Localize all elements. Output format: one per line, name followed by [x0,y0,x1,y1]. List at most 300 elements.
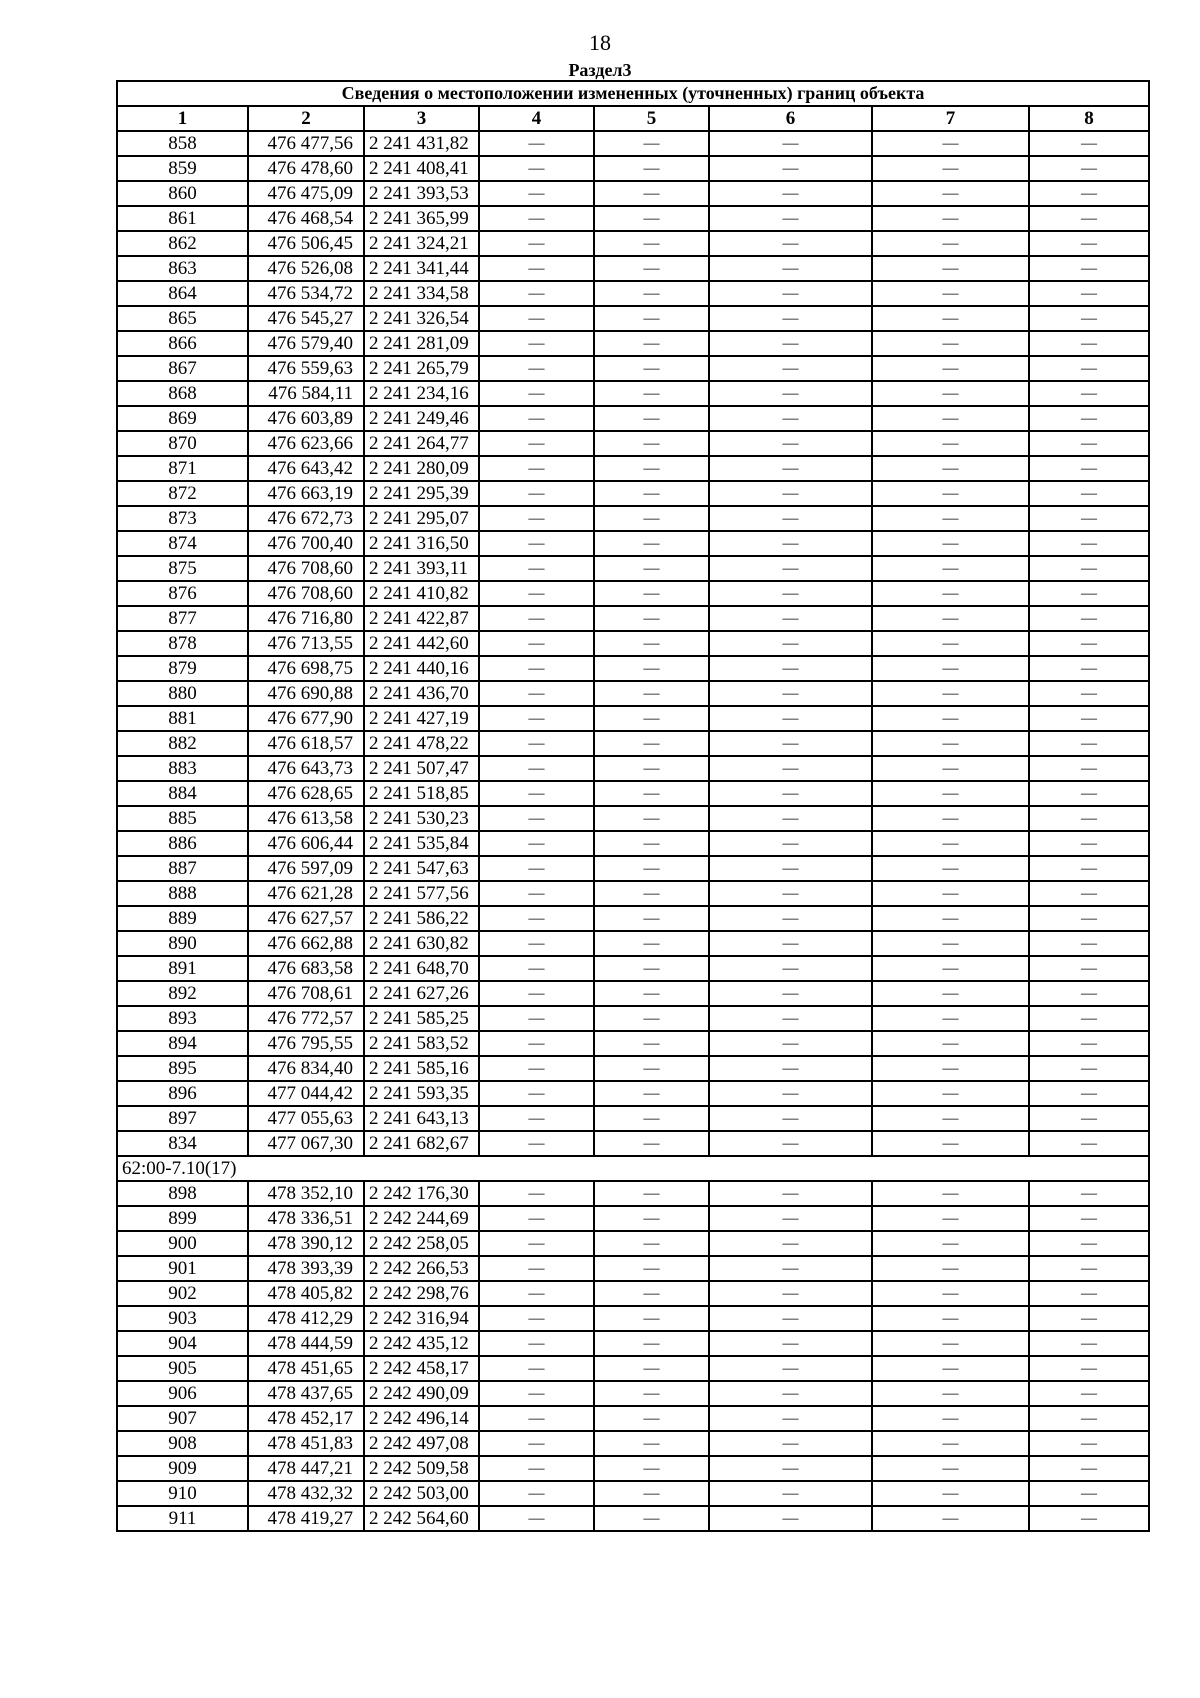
empty-value-cell-col8: — [1029,781,1149,806]
empty-value-cell-col8: — [1029,506,1149,531]
x-coordinate-cell: 478 405,82 [248,1281,364,1306]
y-coordinate-cell: 2 241 436,70 [364,681,479,706]
empty-value-cell-col4: — [479,331,594,356]
y-coordinate-cell: 2 241 518,85 [364,781,479,806]
x-coordinate-cell: 476 506,45 [248,231,364,256]
x-coordinate-cell: 476 708,61 [248,981,364,1006]
empty-value-cell-col7: — [872,1256,1029,1281]
table-row [117,181,1149,206]
x-coordinate-cell: 476 621,28 [248,881,364,906]
empty-value-cell-col4: — [479,956,594,981]
empty-value-cell-col5: — [594,506,709,531]
group2-header [117,1156,1149,1181]
empty-value-cell-col7: — [872,781,1029,806]
table-row [117,556,1149,581]
empty-value-cell-col8: — [1029,656,1149,681]
empty-value-cell-col5: — [594,906,709,931]
empty-value-cell-col6: — [709,456,872,481]
y-coordinate-cell: 2 241 264,77 [364,431,479,456]
empty-value-cell-col8: — [1029,156,1149,181]
y-coordinate-cell: 2 241 280,09 [364,456,479,481]
empty-value-cell-col5: — [594,1381,709,1406]
x-coordinate-cell: 478 451,83 [248,1431,364,1456]
table-row [117,1106,1149,1131]
empty-value-cell-col6: — [709,1231,872,1256]
table-row [117,656,1149,681]
empty-value-cell-col8: — [1029,481,1149,506]
table-row [117,1206,1149,1231]
empty-value-cell-col5: — [594,1431,709,1456]
y-coordinate-cell: 2 241 334,58 [364,281,479,306]
y-coordinate-cell: 2 241 408,41 [364,156,479,181]
table-row [117,1406,1149,1431]
point-number-cell: 861 [117,206,248,231]
empty-value-cell-col6: — [709,1306,872,1331]
y-coordinate-cell: 2 241 281,09 [364,331,479,356]
empty-value-cell-col7: — [872,1406,1029,1431]
point-number-cell: 860 [117,181,248,206]
table-row [117,231,1149,256]
point-number-cell: 883 [117,756,248,781]
boundary-coordinates-table [116,80,1150,1532]
y-coordinate-cell: 2 242 490,09 [364,1381,479,1406]
empty-value-cell-col7: — [872,231,1029,256]
empty-value-cell-col6: — [709,606,872,631]
empty-value-cell-col7: — [872,556,1029,581]
y-coordinate-cell: 2 241 507,47 [364,756,479,781]
empty-value-cell-col8: — [1029,1031,1149,1056]
table-row [117,1506,1149,1531]
empty-value-cell-col8: — [1029,306,1149,331]
empty-value-cell-col5: — [594,856,709,881]
table-row [117,1081,1149,1106]
y-coordinate-cell: 2 241 643,13 [364,1106,479,1131]
point-number-cell: 891 [117,956,248,981]
y-coordinate-cell: 2 241 341,44 [364,256,479,281]
column-header-8: 8 [1029,106,1149,131]
empty-value-cell-col5: — [594,181,709,206]
empty-value-cell-col7: — [872,456,1029,481]
table-row [117,931,1149,956]
table-row [117,731,1149,756]
table-row [117,206,1149,231]
empty-value-cell-col5: — [594,231,709,256]
empty-value-cell-col4: — [479,731,594,756]
point-number-cell: 888 [117,881,248,906]
table-row [117,381,1149,406]
x-coordinate-cell: 476 477,56 [248,131,364,156]
y-coordinate-cell: 2 242 176,30 [364,1181,479,1206]
point-number-cell: 872 [117,481,248,506]
x-coordinate-cell: 476 677,90 [248,706,364,731]
empty-value-cell-col7: — [872,481,1029,506]
empty-value-cell-col8: — [1029,1006,1149,1031]
empty-value-cell-col5: — [594,1131,709,1156]
empty-value-cell-col7: — [872,606,1029,631]
empty-value-cell-col6: — [709,1506,872,1531]
empty-value-cell-col6: — [709,406,872,431]
point-number-cell: 869 [117,406,248,431]
empty-value-cell-col6: — [709,781,872,806]
y-coordinate-cell: 2 241 393,53 [364,181,479,206]
empty-value-cell-col7: — [872,1431,1029,1456]
empty-value-cell-col5: — [594,1331,709,1356]
empty-value-cell-col6: — [709,181,872,206]
empty-value-cell-col4: — [479,1381,594,1406]
empty-value-cell-col4: — [479,806,594,831]
point-number-cell: 834 [117,1131,248,1156]
empty-value-cell-col5: — [594,1106,709,1131]
empty-value-cell-col8: — [1029,706,1149,731]
table-row [117,306,1149,331]
empty-value-cell-col6: — [709,281,872,306]
empty-value-cell-col5: — [594,206,709,231]
table-row [117,431,1149,456]
empty-value-cell-col5: — [594,331,709,356]
empty-value-cell-col8: — [1029,406,1149,431]
column-header-4: 4 [479,106,594,131]
empty-value-cell-col8: — [1029,681,1149,706]
empty-value-cell-col6: — [709,831,872,856]
empty-value-cell-col4: — [479,1331,594,1356]
point-number-cell: 885 [117,806,248,831]
empty-value-cell-col5: — [594,706,709,731]
table-row [117,1256,1149,1281]
table-row [117,756,1149,781]
y-coordinate-cell: 2 241 410,82 [364,581,479,606]
point-number-cell: 864 [117,281,248,306]
x-coordinate-cell: 478 412,29 [248,1306,364,1331]
empty-value-cell-col7: — [872,806,1029,831]
point-number-cell: 893 [117,1006,248,1031]
empty-value-cell-col4: — [479,556,594,581]
point-number-cell: 874 [117,531,248,556]
point-number-cell: 892 [117,981,248,1006]
empty-value-cell-col4: — [479,1406,594,1431]
empty-value-cell-col8: — [1029,1106,1149,1131]
point-number-cell: 863 [117,256,248,281]
empty-value-cell-col8: — [1029,181,1149,206]
x-coordinate-cell: 478 336,51 [248,1206,364,1231]
point-number-cell: 911 [117,1506,248,1531]
empty-value-cell-col7: — [872,356,1029,381]
column-header-1: 1 [117,106,248,131]
x-coordinate-cell: 476 606,44 [248,831,364,856]
point-number-cell: 870 [117,431,248,456]
empty-value-cell-col8: — [1029,906,1149,931]
table-row [117,1231,1149,1256]
y-coordinate-cell: 2 241 547,63 [364,856,479,881]
empty-value-cell-col5: — [594,1181,709,1206]
empty-value-cell-col4: — [479,131,594,156]
empty-value-cell-col8: — [1029,1231,1149,1256]
x-coordinate-cell: 476 603,89 [248,406,364,431]
empty-value-cell-col8: — [1029,731,1149,756]
table-row [117,1306,1149,1331]
x-coordinate-cell: 476 623,66 [248,431,364,456]
point-number-cell: 910 [117,1481,248,1506]
empty-value-cell-col5: — [594,356,709,381]
table-row [117,406,1149,431]
x-coordinate-cell: 476 690,88 [248,681,364,706]
x-coordinate-cell: 476 584,11 [248,381,364,406]
empty-value-cell-col4: — [479,581,594,606]
empty-value-cell-col7: — [872,681,1029,706]
page-number: 18 [589,30,611,55]
x-coordinate-cell: 476 713,55 [248,631,364,656]
empty-value-cell-col7: — [872,1306,1029,1331]
empty-value-cell-col6: — [709,1481,872,1506]
y-coordinate-cell: 2 242 564,60 [364,1506,479,1531]
empty-value-cell-col8: — [1029,206,1149,231]
x-coordinate-cell: 476 618,57 [248,731,364,756]
table-row [117,481,1149,506]
empty-value-cell-col4: — [479,481,594,506]
empty-value-cell-col5: — [594,1306,709,1331]
column-header-row [117,106,1149,131]
empty-value-cell-col6: — [709,356,872,381]
empty-value-cell-col6: — [709,1406,872,1431]
column-header-7: 7 [872,106,1029,131]
empty-value-cell-col8: — [1029,756,1149,781]
table-row [117,806,1149,831]
x-coordinate-cell: 476 716,80 [248,606,364,631]
empty-value-cell-col7: — [872,156,1029,181]
point-number-cell: 909 [117,1456,248,1481]
x-coordinate-cell: 476 579,40 [248,331,364,356]
empty-value-cell-col5: — [594,481,709,506]
empty-value-cell-col7: — [872,931,1029,956]
empty-value-cell-col8: — [1029,1331,1149,1356]
empty-value-cell-col7: — [872,956,1029,981]
point-number-cell: 895 [117,1056,248,1081]
empty-value-cell-col5: — [594,306,709,331]
point-number-cell: 890 [117,931,248,956]
empty-value-cell-col4: — [479,181,594,206]
x-coordinate-cell: 476 627,57 [248,906,364,931]
empty-value-cell-col6: — [709,206,872,231]
empty-value-cell-col4: — [479,856,594,881]
empty-value-cell-col5: — [594,1206,709,1231]
empty-value-cell-col5: — [594,1456,709,1481]
empty-value-cell-col6: — [709,681,872,706]
point-number-cell: 862 [117,231,248,256]
empty-value-cell-col6: — [709,556,872,581]
y-coordinate-cell: 2 241 682,67 [364,1131,479,1156]
empty-value-cell-col7: — [872,1081,1029,1106]
x-coordinate-cell: 477 067,30 [248,1131,364,1156]
x-coordinate-cell: 476 526,08 [248,256,364,281]
table-caption: Сведения о местоположении измененных (уточненных) границ объекта [117,81,1149,106]
table-row [117,856,1149,881]
empty-value-cell-col4: — [479,1456,594,1481]
table-row [117,1331,1149,1356]
group2-rows [117,1181,1149,1531]
point-number-cell: 878 [117,631,248,656]
empty-value-cell-col8: — [1029,931,1149,956]
empty-value-cell-col6: — [709,481,872,506]
empty-value-cell-col8: — [1029,1281,1149,1306]
empty-value-cell-col5: — [594,256,709,281]
point-number-cell: 906 [117,1381,248,1406]
y-coordinate-cell: 2 242 258,05 [364,1231,479,1256]
empty-value-cell-col6: — [709,881,872,906]
empty-value-cell-col5: — [594,581,709,606]
empty-value-cell-col6: — [709,1181,872,1206]
table-row [117,1056,1149,1081]
empty-value-cell-col6: — [709,156,872,181]
empty-value-cell-col8: — [1029,1381,1149,1406]
empty-value-cell-col8: — [1029,431,1149,456]
y-coordinate-cell: 2 241 427,19 [364,706,479,731]
empty-value-cell-col6: — [709,1256,872,1281]
empty-value-cell-col5: — [594,556,709,581]
y-coordinate-cell: 2 241 648,70 [364,956,479,981]
point-number-cell: 858 [117,131,248,156]
empty-value-cell-col6: — [709,131,872,156]
point-number-cell: 900 [117,1231,248,1256]
group1-rows [117,131,1149,1156]
x-coordinate-cell: 476 597,09 [248,856,364,881]
x-coordinate-cell: 476 475,09 [248,181,364,206]
empty-value-cell-col7: — [872,1506,1029,1531]
empty-value-cell-col7: — [872,1181,1029,1206]
empty-value-cell-col4: — [479,881,594,906]
empty-value-cell-col7: — [872,631,1029,656]
empty-value-cell-col7: — [872,581,1029,606]
empty-value-cell-col4: — [479,656,594,681]
x-coordinate-cell: 478 390,12 [248,1231,364,1256]
group-label-row [117,1156,1149,1181]
empty-value-cell-col7: — [872,281,1029,306]
point-number-cell: 894 [117,1031,248,1056]
x-coordinate-cell: 478 432,32 [248,1481,364,1506]
empty-value-cell-col8: — [1029,1081,1149,1106]
empty-value-cell-col8: — [1029,281,1149,306]
empty-value-cell-col7: — [872,431,1029,456]
empty-value-cell-col4: — [479,231,594,256]
y-coordinate-cell: 2 241 324,21 [364,231,479,256]
table-row [117,281,1149,306]
table-row [117,1031,1149,1056]
empty-value-cell-col6: — [709,1206,872,1231]
table-row [117,1356,1149,1381]
table-row [117,256,1149,281]
table-row [117,531,1149,556]
empty-value-cell-col4: — [479,1081,594,1106]
empty-value-cell-col4: — [479,831,594,856]
point-number-cell: 907 [117,1406,248,1431]
empty-value-cell-col7: — [872,1331,1029,1356]
point-number-cell: 866 [117,331,248,356]
empty-value-cell-col4: — [479,931,594,956]
empty-value-cell-col4: — [479,281,594,306]
table-row [117,606,1149,631]
empty-value-cell-col6: — [709,906,872,931]
empty-value-cell-col5: — [594,431,709,456]
empty-value-cell-col4: — [479,1131,594,1156]
empty-value-cell-col6: — [709,1056,872,1081]
empty-value-cell-col6: — [709,431,872,456]
empty-value-cell-col6: — [709,531,872,556]
y-coordinate-cell: 2 242 266,53 [364,1256,479,1281]
empty-value-cell-col7: — [872,531,1029,556]
empty-value-cell-col7: — [872,131,1029,156]
empty-value-cell-col5: — [594,1281,709,1306]
empty-value-cell-col8: — [1029,1206,1149,1231]
empty-value-cell-col7: — [872,1206,1029,1231]
empty-value-cell-col8: — [1029,856,1149,881]
x-coordinate-cell: 478 419,27 [248,1506,364,1531]
empty-value-cell-col4: — [479,356,594,381]
empty-value-cell-col8: — [1029,231,1149,256]
point-number-cell: 868 [117,381,248,406]
y-coordinate-cell: 2 241 422,87 [364,606,479,631]
table-row [117,1131,1149,1156]
column-header-2: 2 [248,106,364,131]
empty-value-cell-col7: — [872,1056,1029,1081]
empty-value-cell-col6: — [709,981,872,1006]
empty-value-cell-col5: — [594,1231,709,1256]
y-coordinate-cell: 2 242 496,14 [364,1406,479,1431]
point-number-cell: 865 [117,306,248,331]
empty-value-cell-col7: — [872,1481,1029,1506]
empty-value-cell-col6: — [709,1356,872,1381]
x-coordinate-cell: 478 447,21 [248,1456,364,1481]
x-coordinate-cell: 476 663,19 [248,481,364,506]
x-coordinate-cell: 476 698,75 [248,656,364,681]
y-coordinate-cell: 2 242 503,00 [364,1481,479,1506]
empty-value-cell-col5: — [594,156,709,181]
empty-value-cell-col8: — [1029,456,1149,481]
table-row [117,631,1149,656]
y-coordinate-cell: 2 241 478,22 [364,731,479,756]
empty-value-cell-col8: — [1029,1506,1149,1531]
y-coordinate-cell: 2 241 530,23 [364,806,479,831]
empty-value-cell-col5: — [594,1506,709,1531]
empty-value-cell-col4: — [479,1256,594,1281]
point-number-cell: 875 [117,556,248,581]
empty-value-cell-col7: — [872,331,1029,356]
y-coordinate-cell: 2 242 458,17 [364,1356,479,1381]
empty-value-cell-col8: — [1029,531,1149,556]
empty-value-cell-col7: — [872,906,1029,931]
table-row [117,831,1149,856]
point-number-cell: 905 [117,1356,248,1381]
point-number-cell: 908 [117,1431,248,1456]
column-header-5: 5 [594,106,709,131]
y-coordinate-cell: 2 241 585,16 [364,1056,479,1081]
empty-value-cell-col6: — [709,731,872,756]
table-row [117,1006,1149,1031]
empty-value-cell-col4: — [479,981,594,1006]
empty-value-cell-col6: — [709,1456,872,1481]
empty-value-cell-col4: — [479,1281,594,1306]
point-number-cell: 903 [117,1306,248,1331]
y-coordinate-cell: 2 242 316,94 [364,1306,479,1331]
y-coordinate-cell: 2 241 593,35 [364,1081,479,1106]
empty-value-cell-col4: — [479,381,594,406]
empty-value-cell-col6: — [709,331,872,356]
x-coordinate-cell: 478 393,39 [248,1256,364,1281]
empty-value-cell-col7: — [872,1356,1029,1381]
empty-value-cell-col5: — [594,281,709,306]
empty-value-cell-col8: — [1029,831,1149,856]
empty-value-cell-col4: — [479,406,594,431]
empty-value-cell-col4: — [479,306,594,331]
empty-value-cell-col4: — [479,631,594,656]
x-coordinate-cell: 478 444,59 [248,1331,364,1356]
